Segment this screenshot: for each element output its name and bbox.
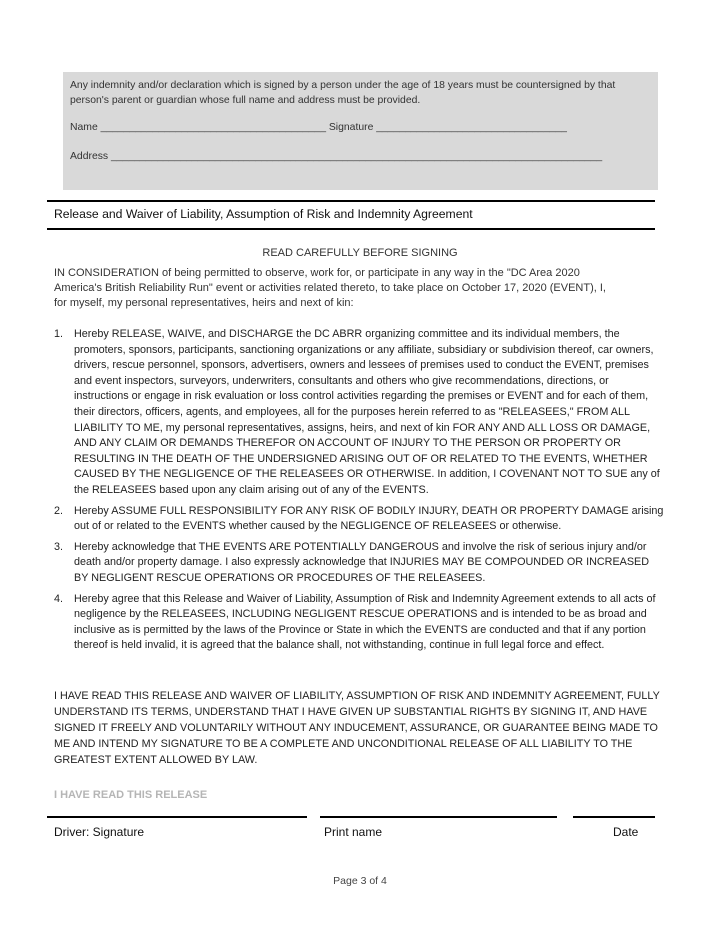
clause-number: 3. [54, 540, 64, 553]
driver-signature-label: Driver: Signature [54, 825, 145, 839]
title-bottom-rule [47, 228, 655, 230]
title-top-rule [47, 200, 655, 202]
clause-3 [54, 540, 666, 587]
driver-signature-line[interactable] [47, 816, 307, 818]
clause-text: Hereby acknowledge that THE EVENTS ARE POTENTIALLY DANGEROUS and involve the risk of serious injury and/or death and/or property damage. I also expressly acknowledge that INJURIES MAY BE COMPOUNDED OR INCREASED BY NEGLIGENT RESCUE OPERATIONS OR PROCEDURES OF THE RELEASEES. [74, 540, 650, 584]
clause-1 [54, 327, 666, 499]
consideration-paragraph: IN CONSIDERATION of being permitted to observe, work for, or participate in any way in the "DC Area 2020 America's British Reliability Run" event or activities related thereto, to take place on October 17, 2020 (EVENT), I, for myself, my personal representatives, heirs and next of kin: [54, 267, 606, 309]
clause-list [54, 327, 666, 659]
address-field[interactable]: Address _____________________________________________________________________________________ [70, 150, 603, 162]
clause-number: 4. [54, 592, 64, 605]
minor-countersign-box [63, 72, 658, 190]
clause-text: Hereby agree that this Release and Waiver of Liability, Assumption of Risk and Indemnity Agreement extends to all acts of negligence by the RELEASEES, INCLUDING NEGLIGENT RESCUE OPERATIONS and is intended to be as broad and inclusive as is permitted by the laws of the Province or State in which the EVENTS are conducted and that if any portion thereof is held invalid, it is agreed that the balance shall, not withstanding, continue in full legal force and effect. [74, 592, 656, 652]
print-name-line[interactable] [320, 816, 557, 818]
date-line[interactable] [573, 816, 655, 818]
clause-number: 1. [54, 328, 64, 340]
page-number: Page 3 of 4 [333, 875, 387, 887]
declaration-paragraph: I HAVE READ THIS RELEASE AND WAIVER OF LIABILITY, ASSUMPTION OF RISK AND INDEMNITY AGREEMENT, FULLY UNDERSTAND ITS TERMS, UNDERSTAND THAT I HAVE GIVEN UP SUBSTANTIAL RIGHTS BY SIGNING IT, AND HAVE SIGNED IT FREELY AND VOLUNTARILY WITHOUT ANY INDUCEMENT, ASSURANCE, OR GUARANTEE BEING MADE TO ME AND INTEND MY SIGNATURE TO BE A COMPLETE AND UNCONDITIONAL RELEASE OF ALL LIABILITY TO THE GREATEST EXTENT ALLOWED BY LAW. [54, 690, 660, 766]
read-carefully-heading: READ CAREFULLY BEFORE SIGNING [262, 247, 458, 259]
clause-text: Hereby RELEASE, WAIVE, and DISCHARGE the DC ABRR organizing committee and its individual members, the promoters, sponsors, participants, sanctioning organizations or any affiliate, subsidiary or subdivision thereof, car owners, drivers, rescue personnel, sponsors, advertisers, owners and lessees of premises used to conduct the EVENT, premises and event inspectors, surveyors, underwriters, consultants and others who give recommendations, directions, or instructions or engage in risk evaluation or loss control activities regarding the premises or EVENT and for each of them, their directors, officers, agents, and employees, all for the purposes herein referred to as "RELEASEES," FROM ALL LIABILITY TO ME, my personal representatives, assigns, heirs, and next of kin FOR ANY AND ALL LOSS OR DAMAGE, AND ANY CLAIM OR DEMANDS THEREFOR ON ACCOUNT OF INJURY TO THE PERSON OR PROPERTY OR RESULTING IN THE DEATH OF THE UNDERSIGNED ARISING OUT OF OR RELATED TO THE EVENTS, WHETHER CAUSED BY THE NEGLIGENCE OF THE RELEASEES OR OTHERWISE. In addition, I COVENANT NOT TO SUE any of the RELEASEES based upon any claim arising out of any of the EVENTS. [74, 328, 660, 496]
clause-text: Hereby ASSUME FULL RESPONSIBILITY FOR ANY RISK OF BODILY INJURY, DEATH OR PROPERTY DAMAGE arising out of or related to the EVENTS whether caused by the NEGLIGENCE OF RELEASEES or otherwise. [74, 504, 664, 533]
clause-4 [54, 592, 666, 654]
have-read-heading: I HAVE READ THIS RELEASE [54, 789, 208, 801]
minor-countersign-text: Any indemnity and/or declaration which is signed by a person under the age of 18 years must be countersigned by that person's parent or guardian whose full name and address must be provided. [70, 80, 616, 106]
date-label: Date [613, 825, 639, 839]
name-signature-field[interactable]: Name _______________________________________ Signature _________________________________ [70, 122, 567, 133]
print-name-label: Print name [324, 825, 383, 839]
agreement-title: Release and Waiver of Liability, Assumption of Risk and Indemnity Agreement [54, 207, 473, 221]
clause-number: 2. [54, 504, 64, 517]
clause-2 [54, 504, 666, 535]
